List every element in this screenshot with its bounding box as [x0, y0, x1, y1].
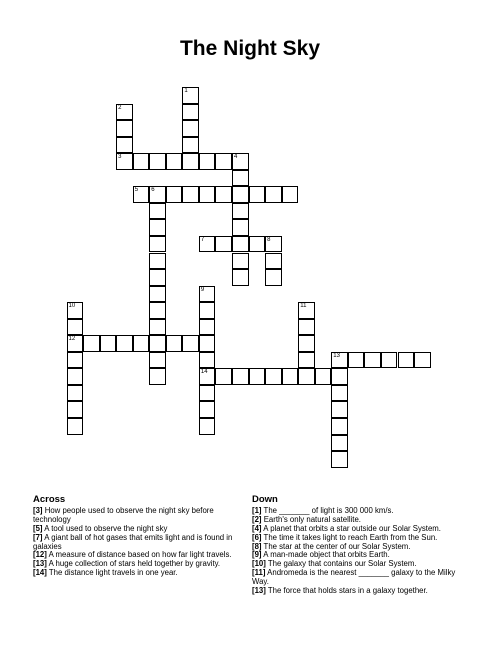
across-clue: [33, 569, 245, 578]
grid-cell[interactable]: [182, 137, 199, 154]
grid-cell[interactable]: [232, 236, 249, 253]
clue-text: How people used to observe the night sky before technology: [33, 505, 214, 524]
grid-cell[interactable]: [67, 368, 84, 385]
clue-text: A huge collection of stars held together by gravity.: [46, 559, 221, 569]
across-clue: [33, 507, 245, 525]
grid-cell[interactable]: [149, 186, 166, 203]
grid-cell[interactable]: [232, 170, 249, 187]
across-clue: [33, 534, 245, 552]
cell-number: 6: [151, 187, 155, 194]
clue-text: The star at the center of our Solar System.: [261, 541, 411, 551]
grid-cell[interactable]: [149, 203, 166, 220]
grid-cell[interactable]: [199, 352, 216, 369]
grid-cell[interactable]: [232, 203, 249, 220]
grid-cell[interactable]: [199, 153, 216, 170]
grid-cell[interactable]: [331, 418, 348, 435]
across-clues: [33, 496, 245, 578]
grid-cell[interactable]: [182, 120, 199, 137]
clue-text: The time it takes light to reach Earth from the Sun.: [261, 532, 438, 542]
clue-text: A measure of distance based on how far light travels.: [46, 550, 232, 560]
clue-number: [10]: [252, 559, 266, 569]
grid-cell[interactable]: [199, 186, 216, 203]
grid-cell[interactable]: [249, 186, 266, 203]
grid-cell[interactable]: [265, 186, 282, 203]
clue-text: A giant ball of hot gases that emits light and is found in galaxies: [33, 532, 233, 551]
grid-cell[interactable]: [199, 418, 216, 435]
grid-cell[interactable]: [182, 153, 199, 170]
cell-number: 9: [200, 286, 205, 293]
grid-cell[interactable]: [149, 219, 166, 236]
grid-cell[interactable]: [83, 335, 100, 352]
grid-cell[interactable]: [67, 418, 84, 435]
grid-cell[interactable]: [215, 236, 232, 253]
grid-cell[interactable]: [232, 153, 249, 170]
grid-cell[interactable]: [348, 352, 365, 369]
grid-cell[interactable]: [166, 153, 183, 170]
grid-cell[interactable]: [215, 153, 232, 170]
grid-cell[interactable]: [331, 368, 348, 385]
puzzle-title: The Night Sky: [179, 37, 321, 60]
grid-cell[interactable]: [298, 319, 315, 336]
clue-text: The _______ of light is 300 000 km/s.: [261, 505, 394, 515]
grid-cell[interactable]: [199, 236, 216, 253]
grid-cell[interactable]: [331, 401, 348, 418]
grid-cell[interactable]: [298, 335, 315, 352]
grid-cell[interactable]: [199, 286, 216, 303]
grid-cell[interactable]: [282, 186, 299, 203]
grid-cell[interactable]: [331, 352, 348, 369]
grid-cell[interactable]: [116, 120, 133, 137]
grid-cell[interactable]: [199, 368, 216, 385]
cell-number: 13: [333, 352, 340, 359]
clue-number: [9]: [252, 550, 262, 560]
grid-cell[interactable]: [116, 335, 133, 352]
grid-cell[interactable]: [414, 352, 431, 369]
grid-cell[interactable]: [265, 253, 282, 270]
cell-number: 8: [267, 236, 271, 243]
cell-number: 2: [118, 104, 122, 111]
grid-cell[interactable]: [116, 153, 133, 170]
grid-cell[interactable]: [67, 385, 84, 402]
clue-number: [3]: [33, 505, 43, 515]
grid-cell[interactable]: [133, 186, 150, 203]
grid-cell[interactable]: [116, 104, 133, 121]
grid-cell[interactable]: [149, 319, 166, 336]
grid-cell[interactable]: [331, 385, 348, 402]
grid-cell[interactable]: [381, 352, 398, 369]
clue-number: [4]: [252, 523, 262, 533]
grid-cell[interactable]: [331, 435, 348, 452]
grid-cell[interactable]: [232, 368, 249, 385]
down-clue: [252, 569, 472, 587]
grid-cell[interactable]: [182, 335, 199, 352]
grid-cell[interactable]: [215, 368, 232, 385]
clue-text: The distance light travels in one year.: [46, 568, 178, 578]
clue-text: A man-made object that orbits Earth.: [261, 550, 390, 560]
grid-cell[interactable]: [100, 335, 117, 352]
clue-number: [8]: [252, 541, 262, 551]
cell-number: 3: [118, 154, 122, 161]
grid-cell[interactable]: [116, 137, 133, 154]
cell-number: 5: [134, 187, 139, 194]
cell-number: 11: [300, 303, 307, 310]
down-clues: [252, 496, 472, 596]
clue-text: A planet that orbits a star outside our Solar System.: [261, 523, 441, 533]
grid-cell[interactable]: [315, 368, 332, 385]
grid-cell[interactable]: [182, 87, 199, 104]
clue-text: The force that holds stars in a galaxy together.: [265, 586, 428, 596]
grid-cell[interactable]: [232, 219, 249, 236]
clue-number: [2]: [252, 514, 262, 524]
grid-cell[interactable]: [199, 385, 216, 402]
cell-number: 7: [200, 236, 205, 243]
grid-cell[interactable]: [398, 352, 415, 369]
grid-cell[interactable]: [67, 319, 84, 336]
clue-number: [13]: [33, 559, 47, 569]
grid-cell[interactable]: [265, 269, 282, 286]
down-heading: Down: [252, 494, 278, 505]
grid-cell[interactable]: [282, 368, 299, 385]
grid-cell[interactable]: [215, 186, 232, 203]
grid-cell[interactable]: [149, 253, 166, 270]
grid-cell[interactable]: [67, 302, 84, 319]
cell-number: 10: [68, 303, 76, 310]
clue-number: [6]: [252, 532, 262, 542]
grid-cell[interactable]: [298, 302, 315, 319]
grid-cell[interactable]: [149, 352, 166, 369]
cell-number: 1: [184, 88, 188, 94]
grid-cell[interactable]: [67, 401, 84, 418]
grid-cell[interactable]: [232, 186, 249, 203]
clue-text: A tool used to observe the night sky: [42, 523, 168, 533]
clue-text: Earth's only natural satellite.: [261, 514, 361, 524]
clue-number: [14]: [33, 568, 47, 578]
clue-number: [11]: [252, 568, 266, 578]
grid-cell[interactable]: [149, 153, 166, 170]
down-clue: [252, 587, 472, 596]
grid-cell[interactable]: [298, 352, 315, 369]
cell-number: 12: [68, 336, 76, 343]
clue-number: [13]: [252, 586, 266, 596]
clue-text: Andromeda is the nearest _______ galaxy to the Milky Way.: [252, 568, 456, 587]
grid-cell[interactable]: [182, 186, 199, 203]
grid-cell[interactable]: [199, 319, 216, 336]
clue-number: [5]: [33, 523, 43, 533]
clue-number: [7]: [33, 532, 43, 542]
grid-cell[interactable]: [331, 451, 348, 468]
clue-text: The galaxy that contains our Solar System.: [265, 559, 417, 569]
grid-cell[interactable]: [265, 368, 282, 385]
grid-cell[interactable]: [149, 269, 166, 286]
grid-cell[interactable]: [166, 335, 183, 352]
grid-cell[interactable]: [249, 368, 266, 385]
clue-number: [1]: [252, 505, 262, 515]
cell-number: 4: [234, 154, 238, 161]
grid-cell[interactable]: [298, 368, 315, 385]
grid-cell[interactable]: [199, 302, 216, 319]
grid-cell[interactable]: [149, 335, 166, 352]
grid-cell[interactable]: [149, 236, 166, 253]
grid-cell[interactable]: [265, 236, 282, 253]
grid-cell[interactable]: [149, 368, 166, 385]
grid-cell[interactable]: [364, 352, 381, 369]
across-heading: Across: [33, 494, 66, 505]
clue-number: [12]: [33, 550, 47, 560]
grid-cell[interactable]: [67, 352, 84, 369]
grid-cell[interactable]: [133, 335, 150, 352]
grid-cell[interactable]: [232, 269, 249, 286]
grid-cell[interactable]: [199, 401, 216, 418]
grid-cell[interactable]: [133, 153, 150, 170]
cell-number: 14: [200, 369, 208, 376]
grid-cell[interactable]: [182, 104, 199, 121]
grid-cell[interactable]: [166, 186, 183, 203]
grid-cell[interactable]: [149, 302, 166, 319]
grid-cell[interactable]: [249, 236, 266, 253]
grid-cell[interactable]: [232, 253, 249, 270]
grid-cell[interactable]: [199, 335, 216, 352]
grid-cell[interactable]: [149, 286, 166, 303]
grid-cell[interactable]: [67, 335, 84, 352]
